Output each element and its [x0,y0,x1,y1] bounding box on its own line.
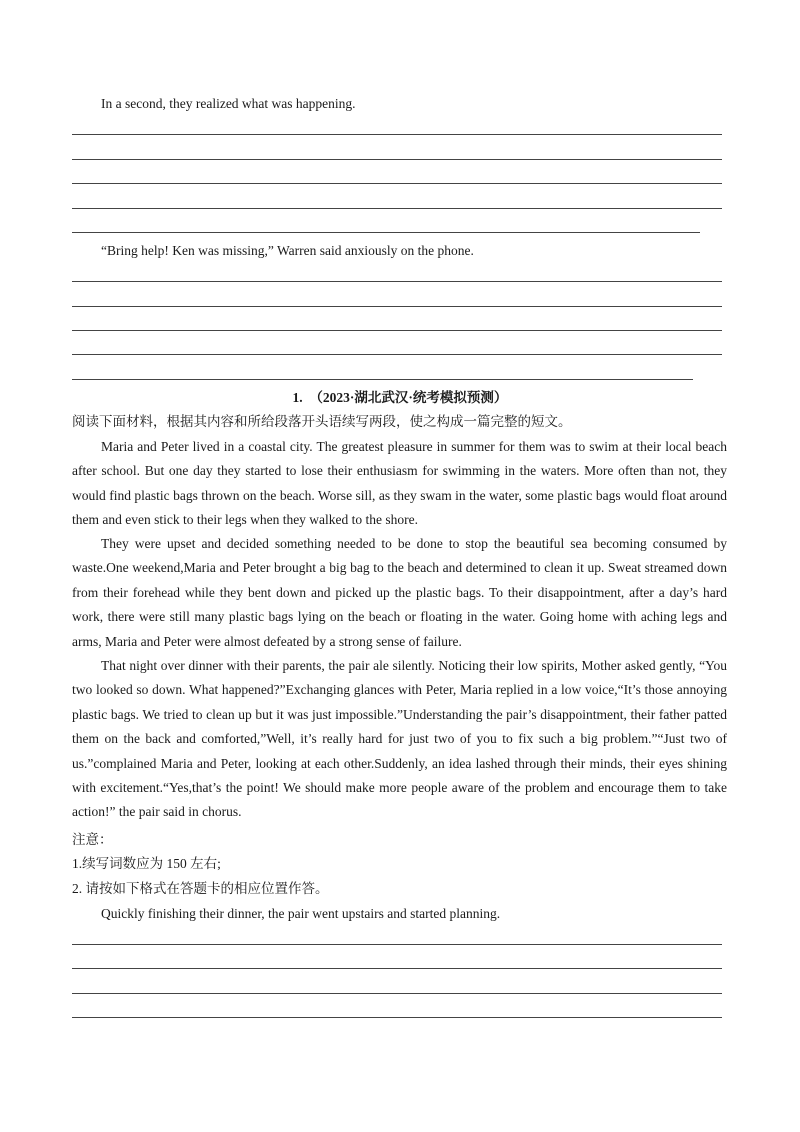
writing-line [72,183,722,184]
writing-line [72,159,722,160]
writing-line [72,379,693,380]
question-instruction: 阅读下面材料，根据其内容和所给段落开头语续写两段，使之构成一篇完整的短文。 [72,414,572,429]
writing-line [72,968,722,969]
writing-line [72,1017,722,1018]
prompt-sentence-2: “Bring help! Ken was missing,” Warren said anxiously on the phone. [101,243,474,258]
note-format: 2. 请按如下格式在答题卡的相应位置作答。 [72,881,329,896]
passage-paragraph-1: Maria and Peter lived in a coastal city. The greatest pleasure in summer for them was to swim at their local beach after school. But one day they started to lose their enthusiasm for swimming in the waters. More often than not, they would find plastic bags thrown on the beach. Worse sill, as they swam in the water, some plastic bags would float around them and even stick to their legs when they walked to the shore. [72,439,727,528]
passage-paragraph-2: They were upset and decided something needed to be done to stop the beautiful sea becoming consumed by waste.One weekend,Maria and Peter brought a big bag to the beach and determined to clean it up. Sweat streamed down from their forehead while they bent down and picked up the plastic bags. To their disappointment, after a day’s hard work, there were still many plastic bags lying on the beach or floating in the water. Going home with aching legs and arms, Maria and Peter were almost defeated by a strong sense of failure. [72,536,727,649]
writing-line [72,354,722,355]
prompt-sentence-3: Quickly finishing their dinner, the pair went upstairs and started planning. [101,906,501,921]
writing-line [72,993,722,994]
question-heading: 1. （2023·湖北武汉·统考模拟预测） [292,390,508,405]
writing-line [72,134,722,135]
writing-line [72,330,722,331]
note-word-count: 1.续写词数应为 150 左右; [72,856,221,871]
writing-line [72,281,722,282]
prompt-sentence-1: In a second, they realized what was happening. [101,96,356,111]
writing-line [72,944,722,945]
writing-line [72,232,700,233]
writing-line [72,208,722,209]
notes-title: 注意： [72,832,113,847]
passage-paragraph-3: That night over dinner with their parents, the pair ale silently. Noticing their low spirits, Mother asked gently, “You two looked so down. What happened?”Exchanging glances with Peter, Maria replied in a low voice,“It’s those annoying plastic bags. We tried to clean up but it was just impossible.”Understanding the pair’s disappointment, their father patted them on the back and comforted,”Well, it’s really hard for just two of you to fix such a big problem.”“Just two of us.”complained Maria and Peter, looking at each other.Suddenly, an idea lashed through their minds, their eyes shining with excitement.“Yes,that’s the point! We should make more people aware of the problem and encourage them to take action!” the pair said in chorus. [72,658,727,820]
writing-line [72,306,722,307]
